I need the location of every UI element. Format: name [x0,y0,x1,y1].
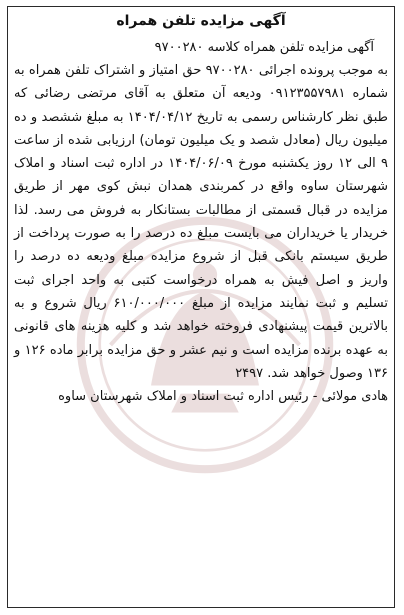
notice-title: آگهی مزایده تلفن همراه [116,13,286,29]
notice-body: به موجب پرونده اجرائی ۹۷۰۰۲۸۰ حق امتیاز و اشتراک تلفن همراه به شماره ۰۹۱۲۳۵۵۷۹۸۱ ودیعه آن متعلق به آقای مرتضی رضائی که طبق نظر کارشناس رسمی به تاریخ ۱۴۰۴/۰۴/۱۲ به مبلغ ششصد و ده میلیون ریال (معادل شصد و یک میلیون تومان) ارزیابی شده از ساعت ۹ الی ۱۲ روز یکشنبه مورخ ۱۴۰۴/۰۶/۰۹ در اداره ثبت اسناد و املاک شهرستان ساوه واقع در کمربندی همدان نبش کوی مهر از طریق مزایده در قبال قسمتی از مطالبات بستانکار به فروش می رسد. لذا خریدار یا خریداران می بایست مبلغ ده درصد را به صورت پرداخت از طریق سیستم بانکی قبل از شروع مزایده مبلغ ودیعه ده درصد را واریز و اصل فیش به همراه درخواست کتبی به واحد اجرای ثبت تسلیم و ثبت نمایند مزایده از مبلغ ۶۱۰/۰۰۰/۰۰۰ ریال شروع و به بالاترین قیمت پیشنهادی فروخته خواهد شد و کلیه هزینه های قانونی به عهده برنده مزایده است و نیم عشر و حق مزایده برابر ماده ۱۲۶ و ۱۳۶ وصول خواهد شد. ۲۴۹۷ [14,63,389,381]
notice-content [14,10,388,408]
notice-signature: هادی مولائی - رئیس اداره ثبت اسناد و املاک شهرستان ساوه [58,389,388,405]
notice-subtitle: آگهی مزایده تلفن همراه کلاسه ۹۷۰۰۲۸۰ [154,40,374,55]
